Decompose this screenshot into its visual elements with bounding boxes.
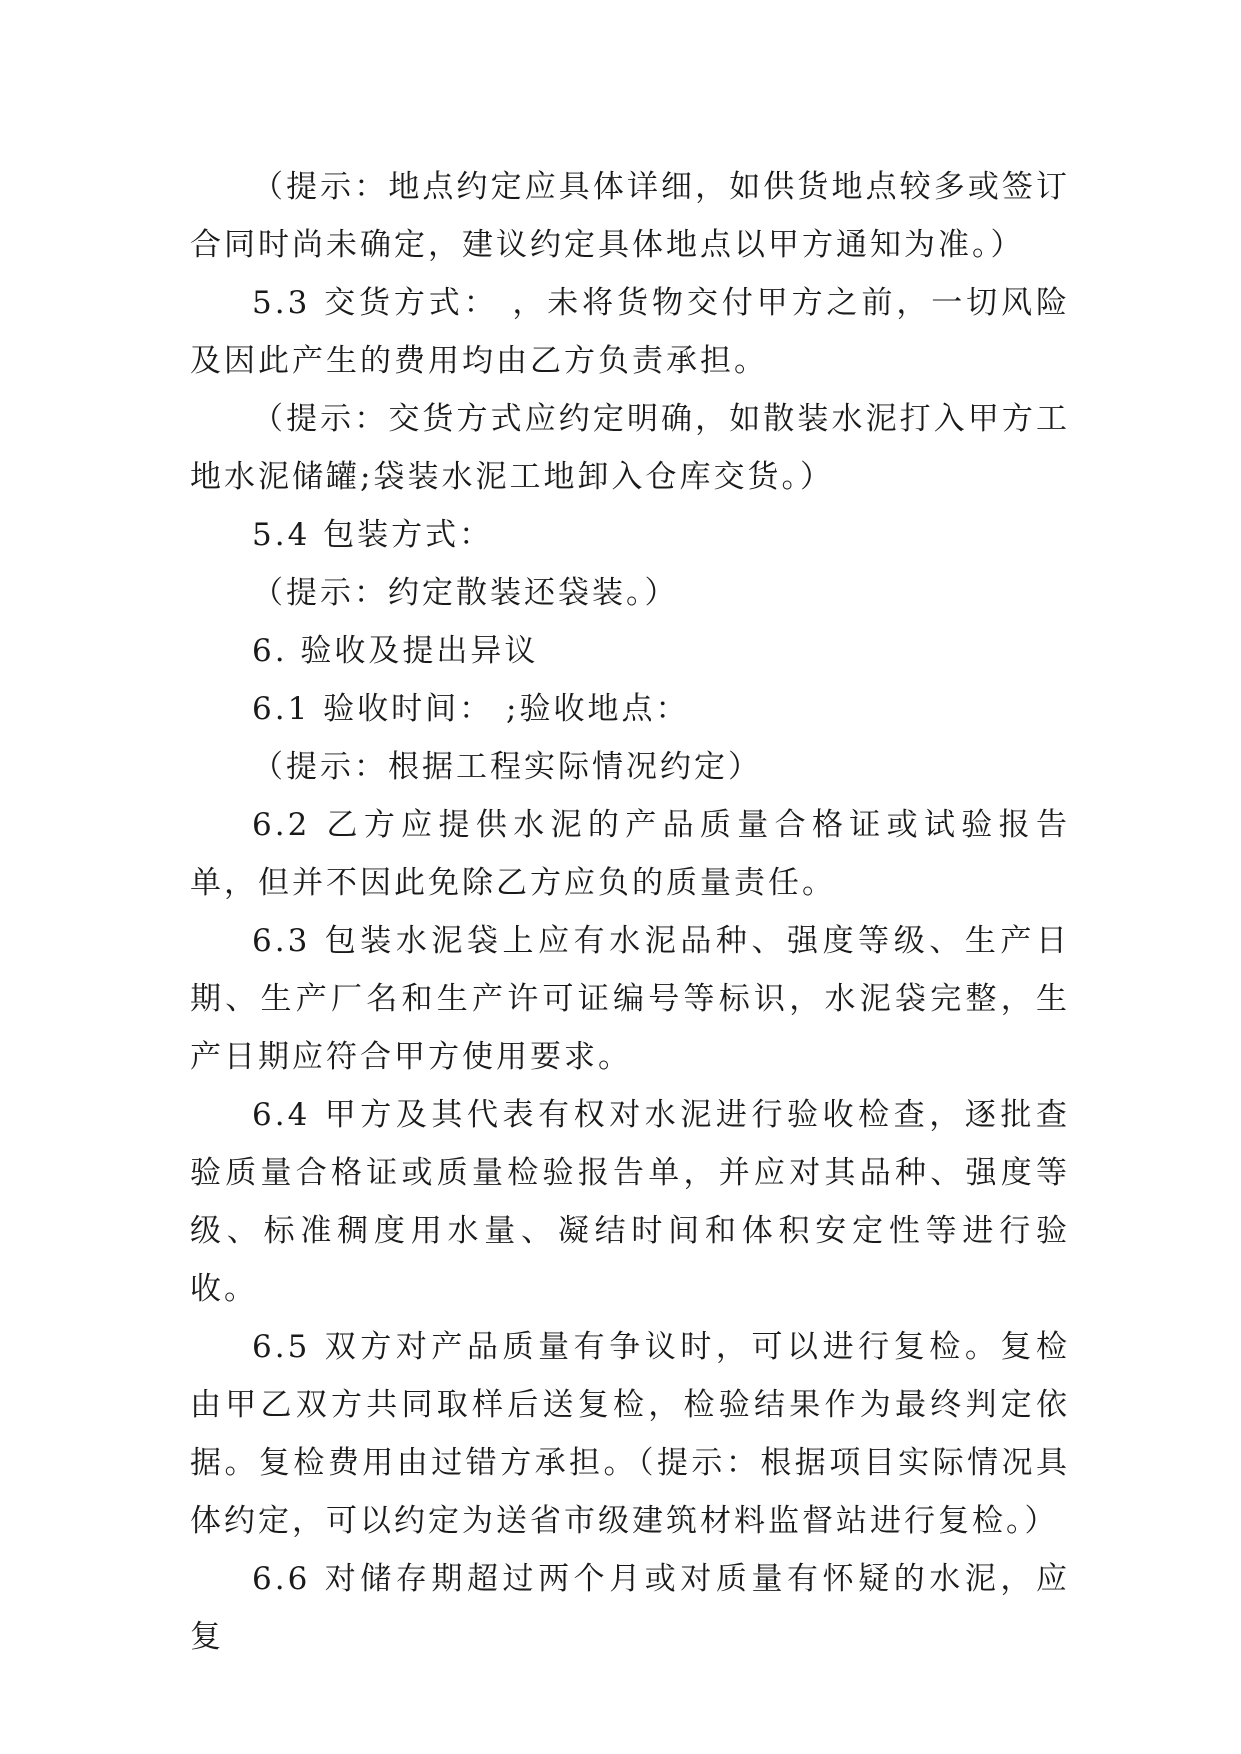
document-body: [190, 158, 1070, 1666]
paragraph-hint-location: （提示：地点约定应具体详细，如供货地点较多或签订合同时尚未确定，建议约定具体地点以甲方通知为准。）: [190, 169, 1070, 263]
section-heading-6: 6. 验收及提出异议: [252, 633, 539, 669]
paragraph-5-3: 5.3 交货方式： ，未将货物交付甲方之前，一切风险及因此产生的费用均由乙方负责承担。: [190, 285, 1070, 379]
paragraph-5-4: 5.4 包装方式：: [252, 517, 494, 553]
paragraph-6-3: 6.3 包装水泥袋上应有水泥品种、强度等级、生产日期、生产厂名和生产许可证编号等标识，水泥袋完整，生产日期应符合甲方使用要求。: [190, 923, 1070, 1075]
paragraph-6-5: 6.5 双方对产品质量有争议时，可以进行复检。复检由甲乙双方共同取样后送复检，检验结果作为最终判定依据。复检费用由过错方承担。（提示：根据项目实际情况具体约定，可以约定为送省市级建筑材料监督站进行复检。）: [190, 1329, 1070, 1539]
paragraph-6-4: 6.4 甲方及其代表有权对水泥进行验收检查，逐批查验质量合格证或质量检验报告单，并应对其品种、强度等级、标准稠度用水量、凝结时间和体积安定性等进行验收。: [190, 1097, 1070, 1307]
paragraph-hint-delivery: （提示：交货方式应约定明确，如散装水泥打入甲方工地水泥储罐;袋装水泥工地卸入仓库交货。）: [190, 401, 1070, 495]
paragraph-hint-packaging: （提示：约定散装还袋装。）: [252, 575, 679, 611]
paragraph-6-6: 6.6 对储存期超过两个月或对质量有怀疑的水泥，应复: [190, 1561, 1070, 1655]
paragraph-hint-inspection: （提示：根据工程实际情况约定）: [252, 749, 762, 785]
paragraph-6-1: 6.1 验收时间： ;验收地点：: [252, 691, 690, 727]
paragraph-6-2: 6.2 乙方应提供水泥的产品质量合格证或试验报告单，但并不因此免除乙方应负的质量责任。: [190, 807, 1070, 901]
